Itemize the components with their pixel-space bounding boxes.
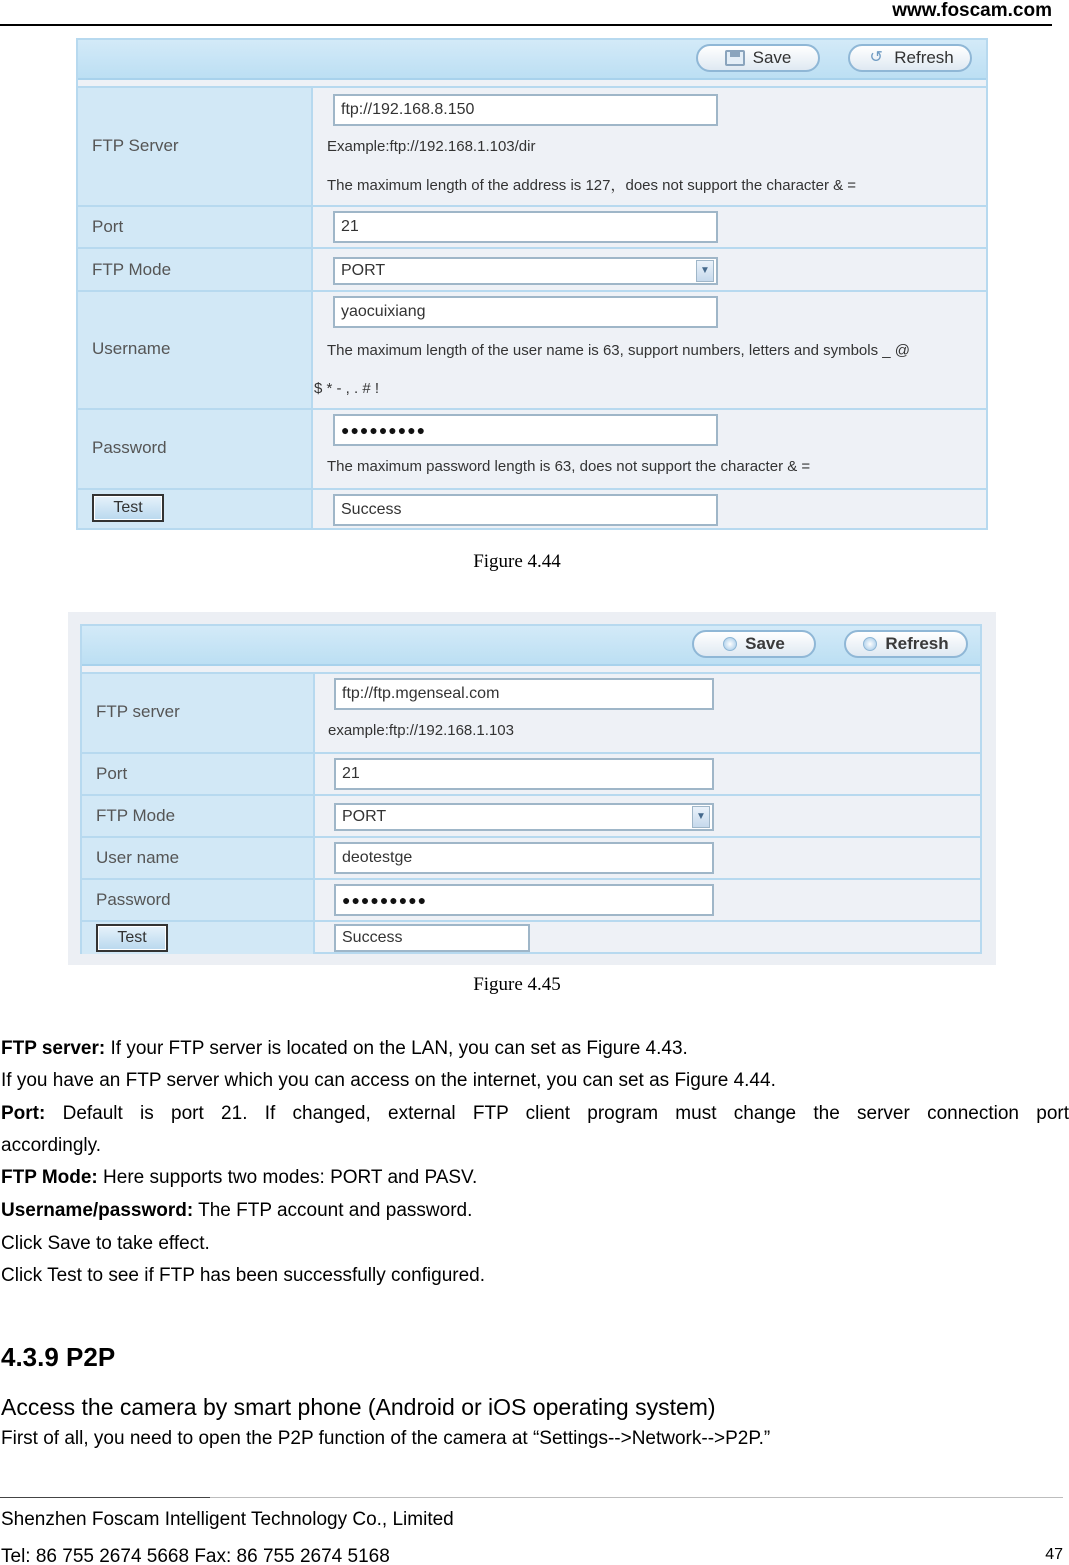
ftp-server-hint: The maximum length of the address is 127，does not support the character & =: [327, 177, 857, 194]
ftp-mode-text: Here supports two modes: PORT and PASV.: [97, 1167, 478, 1188]
ftp-mode-select[interactable]: [333, 257, 718, 285]
userpass-text: The FTP account and password.: [193, 1200, 473, 1221]
port-input[interactable]: 21: [334, 758, 714, 790]
test-button[interactable]: Test: [96, 924, 168, 952]
refresh-button[interactable]: [848, 44, 972, 72]
test-result-field: Success: [333, 494, 718, 526]
test-row: [82, 920, 980, 954]
ftp-server-text: If your FTP server is located on the LAN, you can set as Figure 4.43.: [105, 1038, 688, 1059]
label-cell: [82, 922, 315, 954]
userpass-term: Username/password:: [1, 1200, 194, 1221]
label-cell: [82, 754, 315, 794]
password-input[interactable]: ●●●●●●●●●: [333, 414, 718, 446]
chevron-down-icon[interactable]: ▼: [692, 806, 710, 828]
page-number: 47: [1045, 1546, 1063, 1563]
label-cell: [82, 674, 315, 752]
ftp-server-example: example:ftp://192.168.1.103: [328, 722, 514, 739]
click-save-paragraph: Click Save to take effect.: [1, 1233, 210, 1254]
port-row: [78, 205, 986, 247]
username-input[interactable]: deotestge: [334, 842, 714, 874]
save-label: Save: [745, 634, 785, 653]
save-icon: [725, 50, 745, 66]
password-label: Password: [96, 890, 171, 909]
ftp-mode-value: PORT: [341, 262, 386, 279]
port-input[interactable]: 21: [333, 211, 718, 243]
refresh-label: Refresh: [894, 48, 954, 67]
internet-paragraph: If you have an FTP server which you can access on the internet, you can set as Figure 4.44.: [1, 1070, 776, 1091]
label-cell: [78, 490, 313, 528]
refresh-icon: ↺: [869, 49, 883, 66]
port-label: Port: [92, 217, 124, 236]
click-test-paragraph: Click Test to see if FTP has been successfully configured.: [1, 1265, 486, 1286]
label-cell: [78, 410, 313, 488]
password-row: [78, 408, 986, 488]
username-row: [82, 836, 980, 878]
site-url[interactable]: www.foscam.com: [892, 0, 1052, 21]
test-row: [78, 488, 986, 528]
section-title: 4.3.9 P2P: [1, 1342, 116, 1372]
username-hint-symbols: $ * - , . # !: [314, 380, 380, 397]
save-button[interactable]: [696, 44, 820, 72]
password-label: Password: [92, 438, 167, 457]
label-cell: [78, 249, 313, 290]
port-label: Port: [96, 764, 128, 783]
footer-contact: Tel: 86 755 2674 5668 Fax: 86 755 2674 5168: [1, 1546, 390, 1565]
test-result-field: Success: [334, 924, 530, 952]
username-label: User name: [96, 848, 180, 867]
userpass-paragraph: [1, 1200, 472, 1222]
ftp-mode-paragraph: [1, 1167, 477, 1189]
figure-45-caption: Figure 4.45: [473, 974, 561, 995]
ftp-server-row: [78, 86, 986, 205]
ftp-server-input[interactable]: ftp://192.168.8.150: [333, 94, 718, 126]
ftp-mode-row: [82, 794, 980, 836]
label-cell: [82, 880, 315, 920]
password-hint: The maximum password length is 63, does not support the character & =: [327, 458, 811, 475]
figure-44-caption: Figure 4.44: [473, 551, 561, 572]
refresh-icon: [863, 637, 877, 651]
port-text: Default is port 21. If changed, external FTP client program must change the server connection port: [45, 1103, 1069, 1124]
password-input[interactable]: ●●●●●●●●●: [334, 884, 714, 916]
first-paragraph: First of all, you need to open the P2P function of the camera at “Settings-->Network-->P2P.”: [1, 1428, 771, 1449]
ftp-mode-value: PORT: [342, 808, 387, 825]
ftp-server-term: FTP server:: [1, 1038, 106, 1059]
username-hint: The maximum length of the user name is 63, support numbers, letters and symbols _ @: [327, 342, 910, 359]
ftp-server-example: Example:ftp://192.168.1.103/dir: [327, 138, 536, 155]
footer-company: Shenzhen Foscam Intelligent Technology Co., Limited: [1, 1509, 454, 1530]
save-label: Save: [752, 48, 792, 67]
label-cell: [82, 838, 315, 878]
port-paragraph-cont: accordingly.: [1, 1135, 101, 1156]
label-cell: [78, 292, 313, 408]
ftp-mode-row: [78, 247, 986, 290]
port-paragraph: [1, 1103, 1069, 1125]
ftp-settings-figure-45: [80, 624, 982, 954]
header-rule: [0, 24, 1052, 26]
username-row: [78, 290, 986, 408]
password-row: [82, 878, 980, 920]
save-icon: [723, 637, 737, 651]
label-cell: [78, 207, 313, 247]
ftp-server-paragraph: [1, 1038, 688, 1060]
toolbar: [82, 626, 980, 666]
chevron-down-icon[interactable]: ▼: [696, 260, 714, 282]
save-button[interactable]: [692, 630, 816, 658]
ftp-server-label: FTP Server: [92, 136, 179, 155]
port-row: [82, 752, 980, 794]
ftp-mode-term: FTP Mode:: [1, 1167, 98, 1188]
ftp-server-label: FTP server: [96, 702, 180, 721]
lead-paragraph: Access the camera by smart phone (Android or iOS operating system): [1, 1394, 716, 1420]
ftp-mode-select[interactable]: [334, 803, 714, 831]
label-cell: [78, 88, 313, 205]
port-term: Port:: [1, 1103, 46, 1124]
ftp-server-input[interactable]: ftp://ftp.mgenseal.com: [334, 678, 714, 710]
username-label: Username: [92, 339, 171, 358]
ftp-mode-label: FTP Mode: [96, 806, 176, 825]
refresh-label: Refresh: [885, 634, 949, 653]
username-input[interactable]: yaocuixiang: [333, 296, 718, 328]
footer-rule-accent: [0, 1497, 210, 1498]
ftp-server-row: [82, 672, 980, 752]
ftp-settings-figure-44: [76, 38, 988, 530]
label-cell: [82, 796, 315, 836]
toolbar: [78, 40, 986, 80]
ftp-mode-label: FTP Mode: [92, 260, 172, 279]
refresh-button[interactable]: [844, 630, 968, 658]
test-button[interactable]: Test: [92, 494, 164, 522]
